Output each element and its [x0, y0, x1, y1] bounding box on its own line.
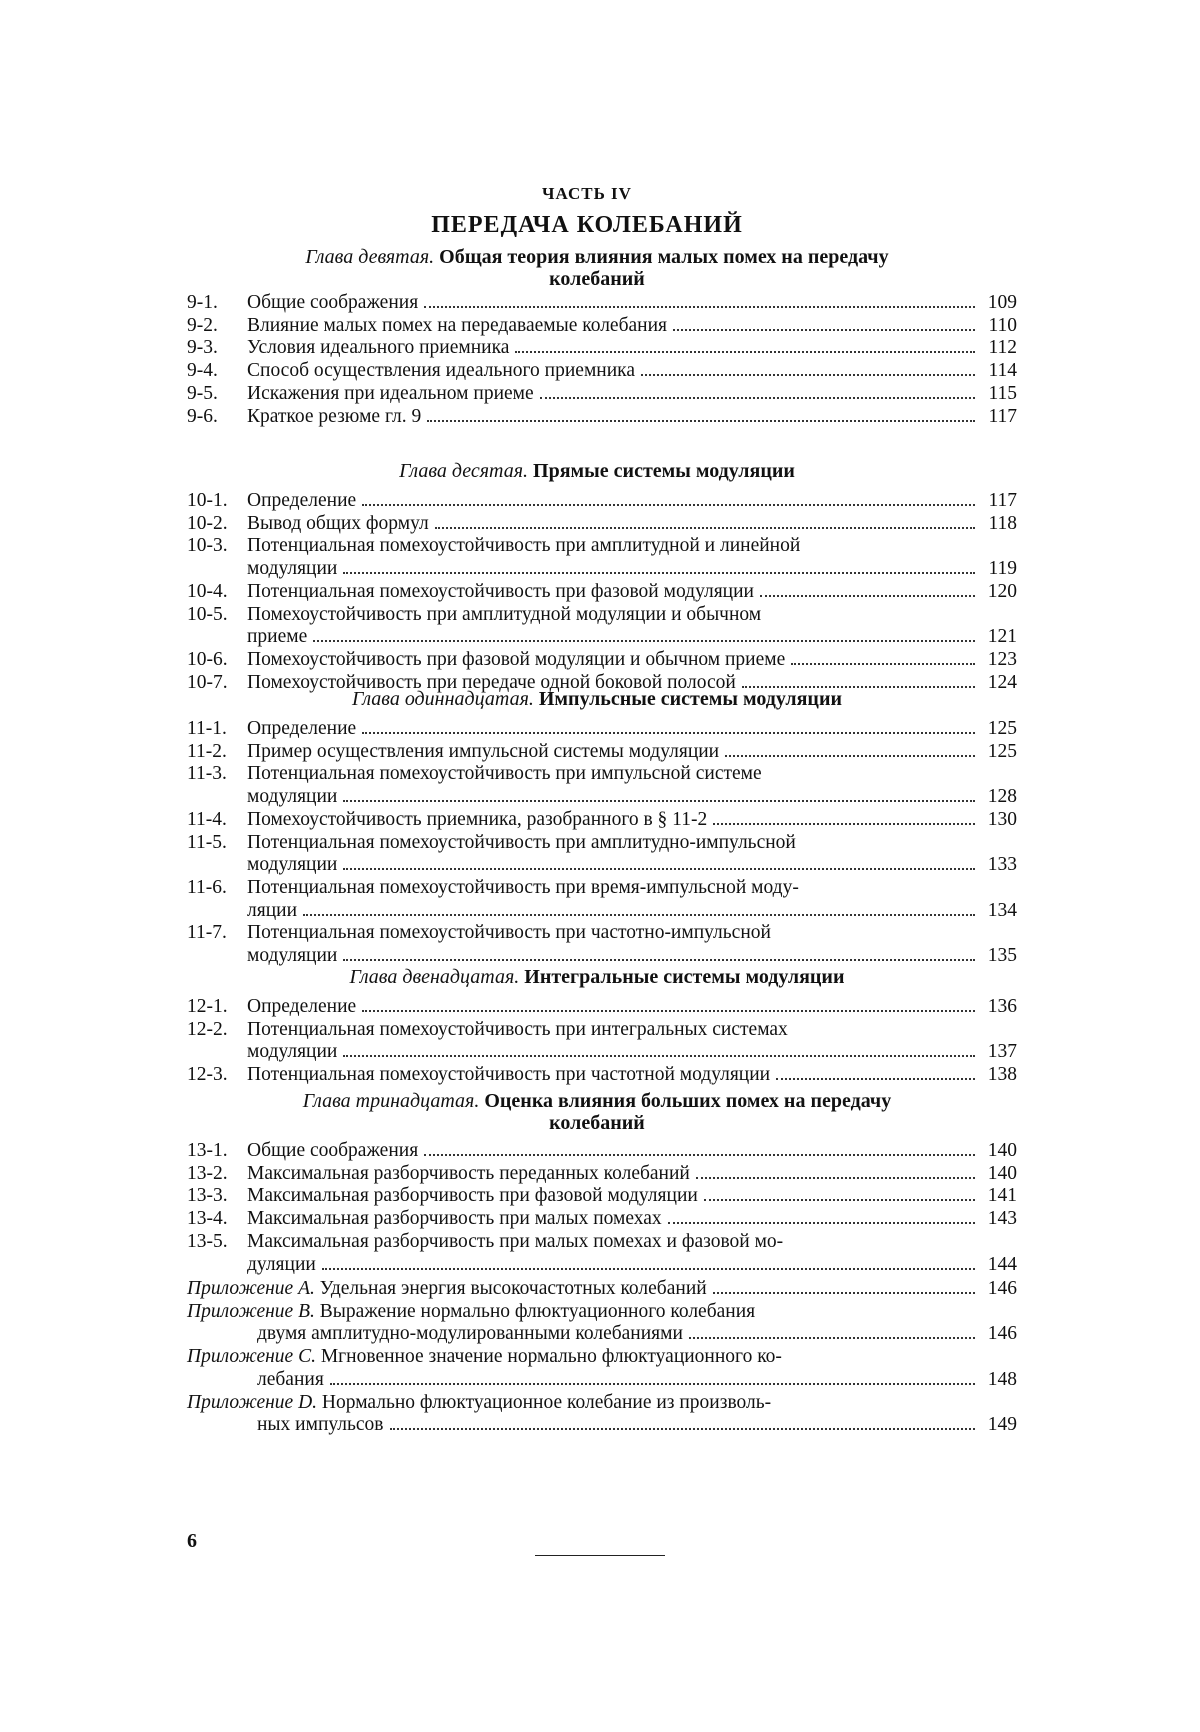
entry-number: 13-3.: [187, 1185, 228, 1207]
entry-page: 125: [987, 718, 1017, 739]
entry-title: Помехоустойчивость при фазовой модуляции и обычном приеме: [247, 648, 786, 670]
entry-line: [247, 1019, 1017, 1042]
chapter-entries: [187, 292, 1017, 428]
entry-line: [187, 1278, 1017, 1301]
entry-line: [247, 337, 1017, 360]
dot-leader: [424, 1154, 975, 1156]
entry-title: Условия идеального приемника: [247, 337, 510, 359]
entry-body: [247, 832, 1017, 877]
entry-page: 120: [987, 580, 1017, 602]
entry-line: [247, 604, 1017, 627]
entry-page: 136: [987, 996, 1017, 1017]
entry-line: [247, 1163, 1017, 1186]
toc-entry[interactable]: [187, 996, 1017, 1019]
chapter-heading: [187, 966, 1007, 988]
entry-line: [247, 626, 1017, 649]
dot-leader: [303, 914, 975, 916]
entry-page: 117: [988, 405, 1017, 427]
entry-body: [247, 1163, 1017, 1186]
toc-entry[interactable]: [187, 649, 1017, 672]
toc-entry[interactable]: [187, 337, 1017, 360]
chapter-heading: [187, 1090, 1007, 1134]
entry-body: [247, 877, 1017, 922]
entry-page: 114: [988, 360, 1017, 382]
chapter-title-line: [187, 460, 1007, 482]
entry-body: [247, 513, 1017, 536]
entry-page: 141: [987, 1185, 1017, 1207]
entry-line: [247, 558, 1017, 581]
entry-page: 144: [987, 1253, 1017, 1275]
entry-title: Потенциальная помехоустойчивость при время-импульсной моду-: [247, 876, 799, 898]
dot-leader: [343, 868, 975, 870]
entry-title: ляции: [247, 899, 298, 921]
entry-title: двумя амплитудно-модулированными колебаниями: [257, 1323, 683, 1345]
entry-title: дуляции: [247, 1253, 316, 1275]
entry-title: Помехоустойчивость при амплитудной модуляции и обычном: [247, 603, 762, 625]
entry-line: [247, 809, 1017, 832]
entry-number: 11-3.: [187, 763, 227, 785]
chapter-heading: [187, 460, 1007, 482]
entry-number: 13-1.: [187, 1140, 228, 1161]
entry-title: Способ осуществления идеального приемника: [247, 360, 635, 382]
chapter-label: Глава двенадцатая.: [349, 966, 520, 988]
entry-body: [247, 1185, 1017, 1208]
dot-leader: [673, 329, 975, 331]
entry-page: 125: [987, 740, 1017, 762]
entry-page: 123: [987, 648, 1017, 670]
entry-number: 10-6.: [187, 648, 228, 670]
entry-line: [247, 513, 1017, 536]
entry-line: [247, 832, 1017, 855]
entry-number: 9-2.: [187, 314, 218, 336]
entry-title: модуляции: [247, 854, 338, 876]
entry-page: 137: [987, 1041, 1017, 1063]
part-title: ПЕРЕДАЧА КОЛЕБАНИЙ: [431, 212, 743, 238]
entry-body: [247, 383, 1017, 406]
toc-entry[interactable]: [187, 1163, 1017, 1186]
dot-leader: [689, 1337, 975, 1339]
entry-title: Максимальная разборчивость переданных колебаний: [247, 1162, 690, 1184]
entry-line: [247, 763, 1017, 786]
entry-title: Потенциальная помехоустойчивость при импульсной системе: [247, 763, 762, 785]
chapter-title: Прямые системы модуляции: [533, 460, 795, 482]
entry-title: Максимальная разборчивость при малых помехах и фазовой мо-: [247, 1230, 784, 1252]
entry-number: 11-4.: [187, 808, 227, 830]
entry-line: [247, 1185, 1017, 1208]
entry-body: [247, 581, 1017, 604]
entry-number: 9-5.: [187, 382, 218, 404]
appendix-entry[interactable]: [187, 1301, 1017, 1346]
entry-line: [187, 1323, 1017, 1346]
entry-line: [247, 718, 1017, 741]
entry-number: 11-1.: [187, 718, 227, 739]
chapter-label: Глава одиннадцатая.: [352, 688, 534, 710]
entry-title: Помехоустойчивость при передаче одной боковой полосой: [247, 671, 736, 693]
toc-entry[interactable]: [187, 1185, 1017, 1208]
chapter-label: Глава тринадцатая.: [302, 1090, 480, 1112]
dot-leader: [343, 800, 975, 802]
entry-body: [247, 1019, 1017, 1064]
entry-body: [247, 809, 1017, 832]
entry-body: [247, 604, 1017, 649]
entry-page: 110: [988, 314, 1017, 336]
entry-line: [187, 1369, 1017, 1392]
entry-body: [247, 1208, 1017, 1231]
entry-body: [187, 1301, 1017, 1346]
entry-line: [187, 1346, 1017, 1369]
entry-page: 119: [988, 558, 1017, 580]
entry-line: [247, 406, 1017, 429]
toc-entry[interactable]: [187, 1064, 1017, 1087]
toc-entry[interactable]: [187, 832, 1017, 877]
dot-leader: [704, 1199, 975, 1201]
entry-title: Помехоустойчивость приемника, разобранного в § 11-2: [247, 808, 708, 830]
entry-number: 13-5.: [187, 1230, 228, 1252]
chapter-title-line: [187, 688, 1007, 710]
entry-number: 10-3.: [187, 535, 228, 557]
entry-line: [247, 1254, 1017, 1277]
entry-number: 10-1.: [187, 490, 228, 511]
entry-title: ных импульсов: [257, 1414, 384, 1436]
dot-leader: [343, 572, 975, 574]
entry-body: [247, 718, 1017, 741]
entry-page: 109: [987, 292, 1017, 313]
dot-leader: [313, 640, 975, 642]
chapter-label: Глава девятая.: [305, 246, 435, 268]
appendix-label: Приложение B.: [187, 1300, 315, 1322]
chapter-title: Общая теория влияния малых помех на передачу: [439, 246, 889, 268]
entry-body: [247, 337, 1017, 360]
toc-entry[interactable]: [187, 360, 1017, 383]
entry-title: Максимальная разборчивость при малых помехах: [247, 1208, 662, 1230]
dot-leader: [343, 1055, 975, 1057]
entry-body: [247, 763, 1017, 808]
toc-entry[interactable]: [187, 1140, 1017, 1163]
entry-title: Искажения при идеальном приеме: [247, 382, 534, 404]
entry-title: Мгновенное значение нормально флюктуационного ко-: [320, 1346, 782, 1368]
appendix-entry[interactable]: [187, 1392, 1017, 1437]
dot-leader: [515, 351, 975, 353]
entry-number: 11-5.: [187, 831, 227, 853]
entry-page: 140: [987, 1162, 1017, 1184]
entry-title: Определение: [247, 718, 357, 739]
toc-entry[interactable]: [187, 763, 1017, 808]
chapter-label: Глава десятая.: [399, 460, 529, 482]
appendix-entry[interactable]: [187, 1346, 1017, 1391]
dot-leader: [713, 823, 975, 825]
toc-entry[interactable]: [187, 877, 1017, 922]
entry-line: [247, 877, 1017, 900]
chapter-title-line: [187, 1090, 1007, 1112]
entry-page: 121: [987, 626, 1017, 648]
entry-line: [247, 922, 1017, 945]
dot-leader: [641, 374, 975, 376]
entry-line: [187, 1414, 1017, 1437]
entry-body: [247, 996, 1017, 1019]
dot-leader: [424, 306, 975, 308]
dot-leader: [696, 1177, 975, 1179]
entry-line: [247, 900, 1017, 923]
entry-title: Вывод общих формул: [247, 512, 429, 534]
entry-page: 143: [987, 1208, 1017, 1230]
chapter-entries: [187, 718, 1017, 968]
entry-page: 148: [987, 1368, 1017, 1390]
entry-title: Влияние малых помех на передаваемые колебания: [247, 314, 668, 336]
entry-page: 138: [987, 1064, 1017, 1086]
dot-leader: [362, 1010, 975, 1012]
entry-title: Потенциальная помехоустойчивость при частотной модуляции: [247, 1064, 771, 1086]
entry-title: Пример осуществления импульсной системы модуляции: [247, 740, 720, 762]
entry-line: [247, 1231, 1017, 1254]
entry-number: 11-2.: [187, 740, 227, 762]
toc-entry[interactable]: [187, 718, 1017, 741]
toc-entry[interactable]: [187, 581, 1017, 604]
entry-line: [247, 292, 1017, 315]
entry-line: [247, 535, 1017, 558]
entry-page: 146: [987, 1323, 1017, 1345]
appendix-label: Приложение C.: [187, 1346, 316, 1368]
entry-page: 124: [987, 671, 1017, 693]
chapter-title-line-2: колебаний: [549, 268, 645, 290]
entry-body: [247, 315, 1017, 338]
entry-title: Потенциальная помехоустойчивость при фазовой модуляции: [247, 580, 754, 602]
entry-line: [247, 383, 1017, 406]
chapter-title: Оценка влияния больших помех на передачу: [484, 1090, 892, 1112]
entry-page: 133: [987, 854, 1017, 876]
entry-title: Максимальная разборчивость при фазовой модуляции: [247, 1185, 698, 1207]
dot-leader: [713, 1292, 975, 1294]
appendix-label: Приложение D.: [187, 1391, 318, 1413]
entry-page: 130: [987, 808, 1017, 830]
entry-number: 11-6.: [187, 876, 227, 898]
entry-number: 12-2.: [187, 1018, 228, 1040]
entry-title: модуляции: [247, 786, 338, 808]
entry-number: 10-2.: [187, 512, 228, 534]
entry-body: [247, 649, 1017, 672]
entry-page: 135: [987, 945, 1017, 967]
dot-leader: [760, 595, 975, 597]
toc-entry[interactable]: [187, 809, 1017, 832]
entry-body: [247, 922, 1017, 967]
chapter-title: Интегральные системы модуляции: [524, 966, 845, 988]
toc-entry[interactable]: [187, 406, 1017, 429]
entry-title: лебания: [257, 1368, 324, 1390]
dot-leader: [322, 1268, 975, 1270]
entry-number: 12-1.: [187, 996, 228, 1017]
entry-title: Потенциальная помехоустойчивость при амплитудно-импульсной: [247, 831, 796, 853]
entry-number: 9-3.: [187, 337, 218, 359]
entry-title: Потенциальная помехоустойчивость при частотно-импульсной: [247, 922, 771, 944]
entry-line: [247, 1064, 1017, 1087]
entry-number: 11-7.: [187, 922, 227, 944]
entry-title: модуляции: [247, 945, 338, 967]
entry-line: [187, 1301, 1017, 1324]
toc-entry[interactable]: [187, 315, 1017, 338]
entry-line: [247, 1041, 1017, 1064]
entry-number: 13-4.: [187, 1208, 228, 1230]
toc-entry[interactable]: [187, 604, 1017, 649]
toc-entry[interactable]: [187, 292, 1017, 315]
entry-page: 134: [987, 899, 1017, 921]
entry-line: [247, 741, 1017, 764]
entry-page: 118: [988, 512, 1017, 534]
entry-body: [247, 406, 1017, 429]
entry-line: [247, 360, 1017, 383]
entry-page: 117: [988, 490, 1017, 511]
dot-leader: [791, 663, 975, 665]
entry-number: 9-4.: [187, 360, 218, 382]
entry-body: [247, 741, 1017, 764]
entry-body: [187, 1346, 1017, 1391]
entry-title: модуляции: [247, 558, 338, 580]
entry-body: [247, 490, 1017, 513]
entry-title: Потенциальная помехоустойчивость при амплитудной и линейной: [247, 535, 801, 557]
page-number: 6: [187, 1530, 197, 1552]
entry-page: 115: [988, 382, 1017, 404]
entry-title: Определение: [247, 490, 357, 511]
dot-leader: [668, 1222, 975, 1224]
entry-line: [247, 581, 1017, 604]
dot-leader: [776, 1078, 975, 1080]
chapter-title-line: [187, 246, 1007, 268]
chapter-entries: [187, 996, 1017, 1087]
entry-number: 10-7.: [187, 671, 228, 693]
dot-leader: [435, 527, 975, 529]
dot-leader: [330, 1383, 975, 1385]
entry-line: [247, 945, 1017, 968]
entry-line: [247, 854, 1017, 877]
chapter-title-line-2: колебаний: [549, 1112, 645, 1134]
chapter-title: Импульсные системы модуляции: [538, 688, 842, 710]
entry-line: [187, 1392, 1017, 1415]
entry-body: [187, 1278, 1017, 1301]
entry-line: [247, 1208, 1017, 1231]
entry-title: модуляции: [247, 1041, 338, 1063]
dot-leader: [725, 755, 975, 757]
chapter-title-line: [187, 966, 1007, 988]
entry-body: [247, 360, 1017, 383]
entry-body: [247, 1140, 1017, 1163]
entry-title: Выражение нормально флюктуационного колебания: [319, 1300, 756, 1322]
entry-body: [187, 1392, 1017, 1437]
toc-entry[interactable]: [187, 513, 1017, 536]
appendix-list: [187, 1278, 1017, 1437]
entry-line: [247, 649, 1017, 672]
dot-leader: [343, 959, 975, 961]
dot-leader: [540, 397, 975, 399]
footer-rule: [535, 1555, 665, 1556]
entry-page: 149: [987, 1414, 1017, 1436]
entry-body: [247, 535, 1017, 580]
appendix-label: Приложение A.: [187, 1278, 315, 1299]
entry-title: Удельная энергия высокочастотных колебаний: [319, 1278, 707, 1299]
entry-title: приеме: [247, 626, 308, 648]
dot-leader: [427, 420, 975, 422]
part-label: ЧАСТЬ IV: [542, 184, 632, 203]
entry-title: Общие соображения: [247, 1140, 419, 1161]
entry-page: 112: [988, 337, 1017, 359]
entry-line: [247, 996, 1017, 1019]
entry-page: 140: [987, 1140, 1017, 1161]
entry-line: [247, 1140, 1017, 1163]
chapter-heading: [187, 688, 1007, 710]
chapter-entries: [187, 490, 1017, 694]
toc-entry[interactable]: [187, 922, 1017, 967]
entry-line: [247, 490, 1017, 513]
chapter-heading: [187, 246, 1007, 290]
entry-number: 9-6.: [187, 405, 218, 427]
entry-page: 128: [987, 786, 1017, 808]
entry-title: Определение: [247, 996, 357, 1017]
entry-page: 146: [987, 1278, 1017, 1299]
entry-number: 9-1.: [187, 292, 218, 313]
entry-line: [247, 315, 1017, 338]
appendix-entry[interactable]: [187, 1278, 1017, 1301]
toc-entry[interactable]: [187, 535, 1017, 580]
entry-title: Нормально флюктуационное колебание из произволь-: [321, 1391, 772, 1413]
toc-entry[interactable]: [187, 1231, 1017, 1276]
entry-number: 10-4.: [187, 580, 228, 602]
entry-number: 10-5.: [187, 603, 228, 625]
entry-number: 13-2.: [187, 1162, 228, 1184]
toc-entry[interactable]: [187, 741, 1017, 764]
toc-entry[interactable]: [187, 1208, 1017, 1231]
entry-body: [247, 292, 1017, 315]
toc-entry[interactable]: [187, 1019, 1017, 1064]
entry-title: Потенциальная помехоустойчивость при интегральных системах: [247, 1018, 788, 1040]
chapter-entries: [187, 1140, 1017, 1276]
entry-title: Общие соображения: [247, 292, 419, 313]
dot-leader: [362, 732, 975, 734]
entry-line: [247, 786, 1017, 809]
entry-number: 12-3.: [187, 1064, 228, 1086]
entry-body: [247, 1231, 1017, 1276]
toc-entry[interactable]: [187, 490, 1017, 513]
entry-body: [247, 1064, 1017, 1087]
dot-leader: [390, 1428, 975, 1430]
dot-leader: [362, 504, 975, 506]
entry-title: Краткое резюме гл. 9: [247, 405, 422, 427]
toc-entry[interactable]: [187, 383, 1017, 406]
